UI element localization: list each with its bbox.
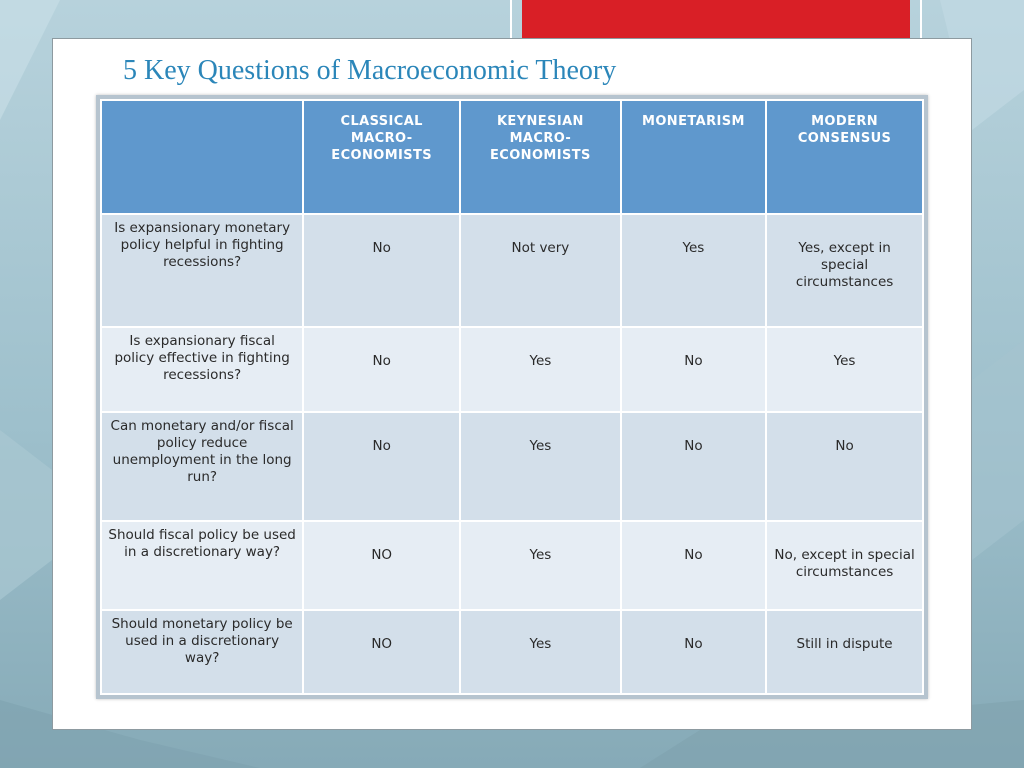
answer-classical: NO <box>303 521 460 610</box>
slide-title: 5 Key Questions of Macroeconomic Theory <box>123 55 617 86</box>
question-cell: Can monetary and/or fiscal policy reduce unemployment in the long run? <box>101 412 303 521</box>
table-row <box>101 521 923 610</box>
slide-panel <box>52 38 972 730</box>
answer-keynesian: Not very <box>460 214 621 327</box>
answer-keynesian: Yes <box>460 327 621 411</box>
answer-modern-consensus: Yes <box>766 327 923 411</box>
header-monetarism: MONETARISM <box>621 100 766 214</box>
comparison-table-frame <box>96 95 928 699</box>
header-classical: CLASSICAL MACRO-ECONOMISTS <box>303 100 460 214</box>
table-row <box>101 610 923 694</box>
answer-monetarism: No <box>621 521 766 610</box>
table-row <box>101 214 923 327</box>
table-row <box>101 327 923 411</box>
header-keynesian: KEYNESIAN MACRO-ECONOMISTS <box>460 100 621 214</box>
answer-monetarism: No <box>621 412 766 521</box>
answer-classical: No <box>303 412 460 521</box>
question-cell: Should fiscal policy be used in a discretionary way? <box>101 521 303 610</box>
question-cell: Should monetary policy be used in a discretionary way? <box>101 610 303 694</box>
answer-monetarism: Yes <box>621 214 766 327</box>
table-row <box>101 412 923 521</box>
answer-monetarism: No <box>621 327 766 411</box>
header-corner-cell <box>101 100 303 214</box>
macroeconomic-comparison-table <box>100 99 924 695</box>
answer-keynesian: Yes <box>460 610 621 694</box>
answer-classical: NO <box>303 610 460 694</box>
answer-keynesian: Yes <box>460 412 621 521</box>
answer-modern-consensus: No, except in special circumstances <box>766 521 923 610</box>
table-header-row <box>101 100 923 214</box>
answer-monetarism: No <box>621 610 766 694</box>
answer-modern-consensus: No <box>766 412 923 521</box>
answer-classical: No <box>303 214 460 327</box>
question-cell: Is expansionary monetary policy helpful in fighting recessions? <box>101 214 303 327</box>
header-modern-consensus: MODERN CONSENSUS <box>766 100 923 214</box>
answer-classical: No <box>303 327 460 411</box>
answer-modern-consensus: Yes, except in special circumstances <box>766 214 923 327</box>
answer-modern-consensus: Still in dispute <box>766 610 923 694</box>
answer-keynesian: Yes <box>460 521 621 610</box>
question-cell: Is expansionary fiscal policy effective in fighting recessions? <box>101 327 303 411</box>
